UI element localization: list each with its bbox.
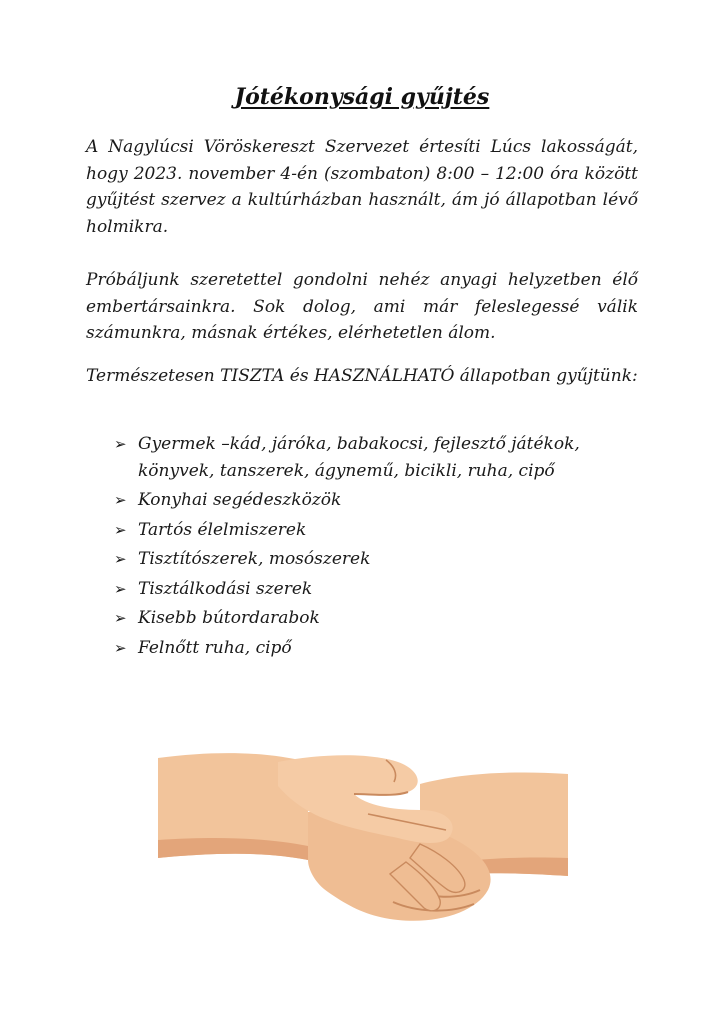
arrow-bullet-icon: ➢	[114, 609, 127, 627]
list-item: ➢ Tisztálkodási szerek	[114, 576, 634, 603]
list-item: ➢ Tisztítószerek, mosószerek	[114, 546, 634, 573]
arrow-bullet-icon: ➢	[114, 638, 127, 657]
appeal-paragraph: Próbáljunk szeretettel gondolni nehéz anyagi helyzetben élő embertársainkra. Sok dolog, ami már feleslegessé válik számunkra, másnak értékes, elérhetetlen álom.	[86, 270, 638, 343]
list-item: ➢ Kisebb bútordarabok	[114, 605, 634, 632]
arrow-bullet-icon: ➢	[114, 435, 127, 453]
intro-paragraph: A Nagylúcsi Vöröskereszt Szervezet értesíti Lúcs lakosságát, hogy 2023. november 4-én (szombaton) 8:00 – 12:00 óra között gyűjtést szervez a kultúrházban használt, ám jó állapotban lévő holmikra.	[86, 137, 638, 237]
arrow-bullet-icon: ➢	[114, 520, 127, 539]
collection-paragraph: Természetesen TISZTA és HASZNÁLHATÓ állapotban gyűjtünk:	[86, 366, 638, 386]
arrow-bullet-icon: ➢	[114, 550, 127, 568]
handshake-illustration	[158, 740, 568, 940]
list-item: ➢ Tartós élelmiszerek	[114, 517, 634, 544]
list-item: ➢ Gyermek –kád, járóka, babakocsi, fejlesztő játékok, könyvek, tanszerek, ágynemű, bicikli, ruha, cipő	[114, 431, 634, 484]
arrow-bullet-icon: ➢	[114, 491, 127, 509]
arrow-bullet-icon: ➢	[114, 579, 127, 598]
page-title: Jótékonysági gyűjtés	[234, 84, 490, 110]
list-item: ➢ Konyhai segédeszközök	[114, 487, 634, 514]
list-item: ➢ Felnőtt ruha, cipő	[114, 635, 634, 662]
items-list	[114, 431, 634, 664]
